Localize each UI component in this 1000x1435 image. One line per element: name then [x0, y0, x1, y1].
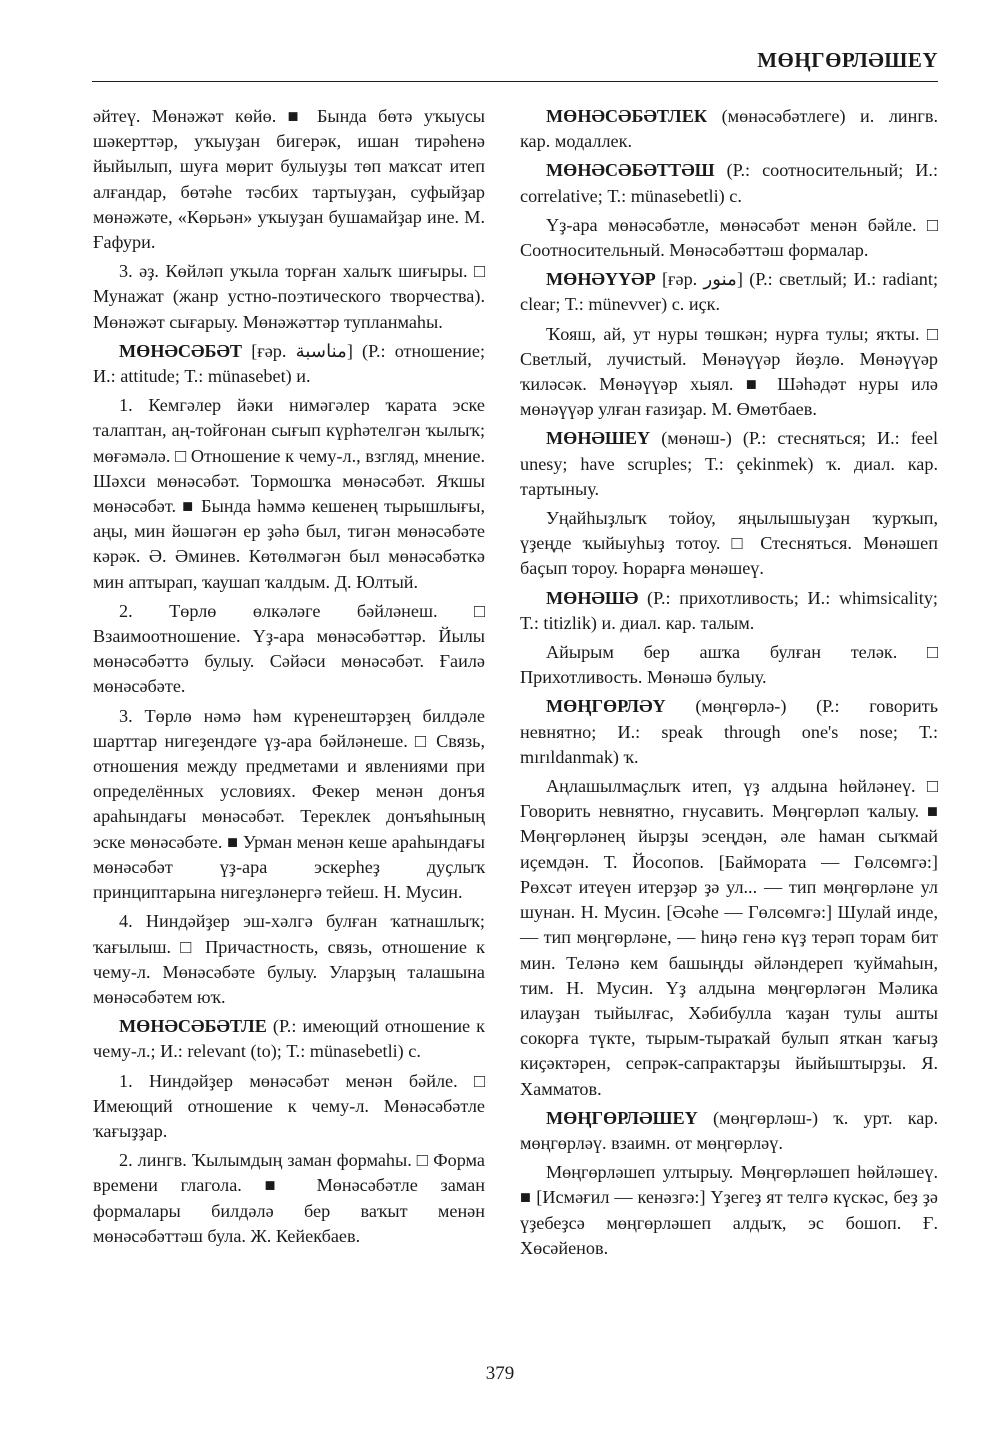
- entry-headword: МӨНӘСӘБӘТ: [119, 340, 243, 361]
- sense-paragraph: 3. Төрлө нәмә һәм күренештәрҙең билдәле шарттар нигеҙендәге үҙ-ара бәйләнеше. □ Связь, отношения между предметами и явлениями при определённых условиях. Фекер менән донъя араһындағы мөнәсәбәт. Тереклек донъяһының эске мөнәсәбәте. ■ Урман менән кеше араһындағы мөнәсәбәт үҙ-ара эскерһеҙ дуҫлыҡ принциптарына нигеҙләнергә тейеш. Н. Мусин.: [93, 705, 485, 903]
- left-column: [93, 104, 485, 1253]
- entry-etymology: (мөңгөрләш-) ҡ. урт. кар. мөңгөрләү. взаимн. от мөңгөрләү.: [520, 1107, 938, 1153]
- entry-headword: МӨНӘШЕҮ: [546, 428, 651, 449]
- entry-monasabattash: [520, 158, 938, 208]
- entry-monasha: [520, 586, 938, 636]
- entry-etymology: (мөңгөрлә-) (Р.: говорить невнятно; И.: speak through one's nose; Т.: mırıldanmak) ҡ.: [520, 696, 938, 767]
- entry-headword: МӨНӘҮҮӘР: [546, 269, 656, 290]
- entry-etymology: (Р.: имеющий отношение к чему-л.; И.: relevant (to); Т.: münasebetli) с.: [93, 1016, 486, 1062]
- sense-paragraph: Мөңгөрләшеп ултырыу. Мөңгөрләшеп һөйләшеү. ■ [Исмәғил — кенәзгә:] Үҙегеҙ ят телгә күскәс, беҙ ҙә үҙебеҙсә мөңгөрләшеп алдыҡ, эс бошоп. Ғ. Хөсәйенов.: [520, 1162, 938, 1258]
- entry-headword: МӨНӘСӘБӘТЛЕ: [119, 1016, 267, 1037]
- entry-headword: МӨҢГӨРЛӘШЕҮ: [546, 1107, 698, 1128]
- page-number: 379: [485, 1363, 515, 1384]
- entry-monasabat: [93, 339, 485, 389]
- entry-headword: МӨНӘСӘБӘТТӘШ: [546, 160, 715, 181]
- entry-etymology: (Р.: прихотливость; И.: whimsicality; Т.: titizlik) и. диал. кар. талым.: [520, 587, 938, 633]
- sense-paragraph: 1. Кемгәлер йәки нимәгәлер ҡарата эске талаптан, аң-тойғонан сығып күрһәтелгән ҡылыҡ; мөғәмәлә. □ Отношение к чему-л., взгляд, мнение. Шәхси мөнәсәбәт. Тормошҡа мөнәсәбәт. Яҡшы мөнәсәбәт. ■ Бында һәммә кешенең тырышлығы, аңы, мин йәшәгән ер ҙәһә был, тигән мөнәсәбәте кәрәк. Ә. Әминев. Көтөлмәгән был мөнәсәбәткә мин аптырап, ҡаушап ҡалдым. Д. Юлтый.: [93, 395, 485, 592]
- header-rule: [92, 81, 938, 82]
- entry-etymology: (Р.: соотносительный; И.: correlative; Т.: münasebetli) с.: [520, 160, 939, 206]
- entry-monasheu: [520, 426, 938, 502]
- entry-etymology: [ғәр. منور] (Р.: светлый; И.: radiant; clear; Т.: münevver) с. иҫк.: [520, 269, 938, 315]
- sense-paragraph: Ҡояш, ай, ут нуры төшкән; нурға тулы; яҡты. □ Светлый, лучистый. Мөнәүүәр йөҙлө. Мөнәүүәр ҡиләсәк. Мөнәүүәр хыял. ■ Шәһәдәт нуры илә мөнәүүәр улған ғазиҙар. М. Өмөтбаев.: [520, 323, 938, 420]
- entry-mongorlau: [520, 694, 938, 770]
- entry-etymology: (мөнәш-) (Р.: стесняться; И.: feel unesy; have scruples; Т.: çekinmek) ҡ. диал. кар. тартыныу.: [520, 428, 939, 499]
- entry-monauuar: [520, 267, 938, 317]
- sense-paragraph: 2. Төрлө өлкәләге бәйләнеш. □ Взаимоотношение. Үҙ-ара мөнәсәбәттәр. Йылы мөнәсәбәттә булыу. Сәйәси мөнәсәбәт. Ғаилә мөнәсәбәте.: [93, 600, 485, 697]
- continued-paragraph: әйтеү. Мөнәжәт көйө. ■ Бында бөтә уҡыусы шәкерттәр, уҡыуҙан бигерәк, ишан тирәһенә йыйылып, шуға мөрит булыуҙы төп маҡсат итеп алғандар, бөтәһе тәсбих тартыуҙан, суфыйҙар мөнәжәте, «Көрьән» уҡыуҙан бушамайҙар ине. М. Ғафури.: [93, 106, 485, 253]
- sense-paragraph: Аңлашылмаҫлыҡ итеп, үҙ алдына һөйләнеү. □ Говорить невнятно, гнусавить. Мөңгөрләп ҡалыу. ■ Мөңгөрләнең йырҙы эсеңдән, әле һаман сыҡмай иҫемдән. Т. Йосопов. [Баймората — Гөлсөмгә:] Рөхсәт итеүен итерҙәр ҙә ул... — тип мөңгөрләне ул шунан. Н. Мусин. [Әсәһе — Гөлсөмгә:] Шулай инде, — тип мөңгөрләне, — һиңә генә күҙ терәп торам бит мин. Теләнә кем башыңды әйләндереп ҡуймаһын, тим. Н. Мусин. Үҙ алдына мөңгөрләгән Мәлика илауҙан тыйылғас, Хәбибулла ҡаҙан тулы ашты сокорға түкте, тырым-тыраҡай булып яткан ҡағыҙ киҫәктәрен, сепрәк-сапрактарҙы йыйыштырҙы. Я. Хамматов.: [520, 776, 938, 1099]
- entry-monasabatle: [93, 1014, 485, 1064]
- entry-headword: МӨНӘСӘБӘТЛЕК: [546, 106, 708, 126]
- entry-mongorlasheu: [520, 1106, 938, 1156]
- right-column: [520, 104, 938, 1265]
- entry-etymology: [ғәр. مناسبة] (Р.: отношение; И.: attitude; Т.: münasebet) и.: [93, 340, 485, 387]
- sense-paragraph: 4. Ниндәйҙер эш-хәлгә булған ҡатнашлыҡ; ҡағылыш. □ Причастность, связь, отношение к чему-л. Мөнәсәбәте булыу. Уларҙың талашына мөнәсәбәтем юҡ.: [93, 911, 485, 1007]
- entry-monasabatlek: [520, 104, 938, 154]
- sense-3-paragraph: 3. әҙ. Көйләп уҡыла торған халыҡ шиғыры. □ Мунажат (жанр устно-поэтического творчества). Мөнәжәт сығарыу. Мөнәжәттәр тупланмаһы.: [93, 261, 485, 332]
- entry-headword: МӨҢГӨРЛӘҮ: [546, 696, 666, 717]
- entry-headword: МӨНӘШӘ: [546, 587, 639, 608]
- sense-paragraph: Уңайһыҙлыҡ тойоу, яңылышыуҙан ҡурҡып, үҙеңде ҡыйыуһыҙ тотоу. □ Стесняться. Мөнәшеп баҫып тороу. Һорарға мөнәшеү.: [520, 508, 938, 579]
- sense-paragraph: Айырым бер ашҡа булған теләк. □ Прихотливость. Мөнәшә булыу.: [520, 642, 938, 688]
- sense-paragraph: 2. лингв. Ҡылымдың заман формаһы. □ Форма времени глагола. ■ Мөнәсәбәтле заман формалары билдәлә бер ваҡыт менән мөнәсәбәттәш була. Ж. Кейекбаев.: [93, 1150, 485, 1246]
- sense-paragraph: 1. Ниндәйҙер мөнәсәбәт менән бәйле. □ Имеющий отношение к чему-л. Мөнәсәбәтле ҡағыҙҙар.: [93, 1070, 485, 1141]
- sense-paragraph: Үҙ-ара мөнәсәбәтле, мөнәсәбәт менән бәйле. □ Соотносительный. Мөнәсәбәттәш формалар.: [520, 214, 938, 261]
- running-head: МӨҢГӨРЛӘШЕҮ: [757, 48, 938, 72]
- entry-definition: (мөнәсәбәтлеге) и. лингв. кар. модаллек.: [520, 106, 938, 152]
